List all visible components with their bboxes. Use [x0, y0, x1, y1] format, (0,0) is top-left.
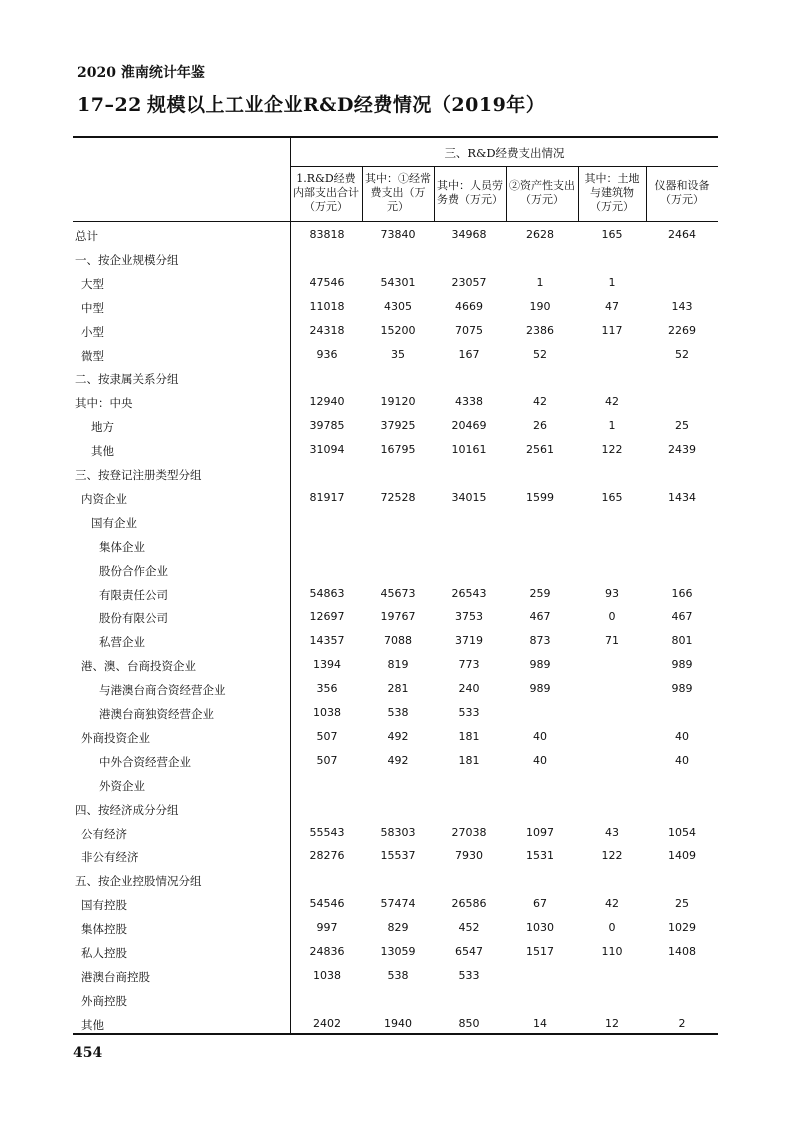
table-row [73, 845, 718, 869]
table-cell: 181 [458, 753, 480, 767]
table-cell: 7930 [455, 849, 483, 863]
page-number: 454 [73, 1045, 103, 1061]
table-row [73, 702, 718, 726]
table-cell: 54546 [309, 897, 345, 911]
table-row [73, 583, 718, 607]
table-cell: 281 [387, 682, 409, 696]
column-divider [434, 167, 435, 222]
table-row [73, 248, 718, 272]
table-cell: 533 [458, 706, 480, 719]
table-cell: 42 [605, 395, 619, 409]
table-cell: 34968 [451, 228, 487, 241]
bottom-rule [73, 1033, 718, 1035]
row-label: 港、澳、台商投资企业 [81, 659, 196, 674]
row-label: 国有企业 [91, 515, 137, 530]
table-row [73, 822, 718, 846]
table-cell: 850 [458, 1016, 480, 1030]
row-label: 外商投资企业 [81, 730, 150, 745]
table-cell: 4338 [455, 395, 483, 409]
table-row [73, 487, 718, 511]
table-cell: 14357 [309, 634, 345, 648]
table-cell: 507 [316, 753, 338, 767]
table-cell: 1 [536, 275, 544, 289]
column-divider [362, 167, 363, 222]
table-cell: 1097 [526, 825, 554, 839]
table-row [73, 559, 718, 583]
table-cell: 24318 [309, 323, 345, 337]
table-cell: 240 [458, 682, 480, 696]
table-row [73, 965, 718, 989]
table-cell: 47546 [309, 275, 345, 289]
table-title [77, 90, 545, 117]
table-cell: 11018 [309, 299, 345, 313]
table-number: 17–22 [77, 94, 142, 116]
table-cell: 73840 [380, 228, 416, 241]
table-cell: 2628 [526, 228, 554, 241]
table-cell: 58303 [380, 825, 416, 839]
table-cell: 4305 [384, 299, 412, 313]
row-label: 公有经济 [81, 826, 127, 841]
table-cell: 40 [533, 729, 547, 743]
table-row [73, 224, 718, 248]
table-cell: 1 [608, 275, 616, 289]
table-cell: 37925 [380, 419, 416, 433]
table-cell: 997 [316, 921, 338, 935]
row-label: 集体控股 [81, 922, 127, 937]
table-title-text: 规模以上工业企业R&D经费情况（2019年） [147, 94, 546, 116]
table-cell: 492 [387, 753, 409, 767]
table-cell: 43 [605, 825, 619, 839]
table-row [73, 511, 718, 535]
table-cell: 12 [605, 1016, 619, 1030]
row-label: 中外合资经营企业 [99, 754, 191, 769]
table-cell: 1599 [526, 490, 554, 504]
row-label: 其中：中央 [75, 396, 133, 411]
table-cell: 25 [675, 419, 689, 433]
table-cell: 19120 [380, 395, 416, 409]
table-cell: 20469 [451, 419, 487, 433]
table-cell: 57474 [380, 897, 416, 911]
table-cell: 1030 [526, 921, 554, 935]
table-row [73, 606, 718, 630]
top-rule [73, 136, 718, 138]
row-label: 与港澳台商合资经营企业 [99, 683, 226, 698]
table-row [73, 463, 718, 487]
table-cell: 507 [316, 729, 338, 743]
table-cell: 7075 [455, 323, 483, 337]
column-header: ②资产性支出（万元） [509, 179, 575, 206]
table-cell: 3753 [455, 610, 483, 624]
table-cell: 165 [601, 490, 623, 504]
table-cell: 71 [605, 634, 619, 648]
row-label: 集体企业 [99, 539, 145, 554]
table-cell: 773 [458, 658, 480, 672]
column-divider [646, 167, 647, 222]
row-label: 四、按经济成分分组 [75, 802, 179, 817]
table-cell: 12940 [309, 395, 345, 409]
table-cell: 40 [675, 753, 689, 767]
row-label: 微型 [81, 348, 104, 363]
table-cell: 2439 [668, 443, 696, 457]
group-header: 三、R&D经费支出情况 [444, 146, 565, 160]
table-cell: 167 [458, 347, 480, 361]
table-cell: 15200 [380, 323, 416, 337]
table-cell: 165 [601, 228, 623, 241]
table-row [73, 774, 718, 798]
table-row [73, 296, 718, 320]
table-cell: 829 [387, 921, 409, 935]
table-cell: 83818 [309, 228, 345, 241]
table-cell: 26586 [451, 897, 487, 911]
table-cell: 6547 [455, 945, 483, 958]
table-cell: 4669 [455, 299, 483, 313]
table-row [73, 367, 718, 391]
table-row [73, 630, 718, 654]
table-cell: 1408 [668, 945, 696, 958]
table-cell: 31094 [309, 443, 345, 457]
table-cell: 81917 [309, 490, 345, 504]
table-cell: 34015 [451, 490, 487, 504]
table-cell: 2561 [526, 443, 554, 457]
table-cell: 467 [671, 610, 693, 624]
group-header-rule [291, 166, 718, 167]
table-cell: 122 [601, 849, 623, 863]
column-divider [578, 167, 579, 222]
table-cell: 819 [387, 658, 409, 672]
table-cell: 55543 [309, 825, 345, 839]
table-row [73, 989, 718, 1013]
table-cell: 40 [675, 729, 689, 743]
table-cell: 42 [533, 395, 547, 409]
table-cell: 52 [533, 347, 547, 361]
table-cell: 143 [671, 299, 693, 313]
table-cell: 40 [533, 753, 547, 767]
column-header: 其中：①经常费支出（万元） [365, 172, 431, 213]
row-label: 国有控股 [81, 898, 127, 913]
table-cell: 42 [605, 897, 619, 911]
column-header: 其中：人员劳务费（万元） [437, 179, 503, 206]
row-label: 一、按企业规模分组 [75, 252, 179, 267]
table-row [73, 344, 718, 368]
table-cell: 45673 [380, 586, 416, 600]
table-cell: 3719 [455, 634, 483, 648]
table-row [73, 320, 718, 344]
table-cell: 1517 [526, 945, 554, 958]
row-label: 二、按隶属关系分组 [75, 372, 179, 387]
table-cell: 24836 [309, 945, 345, 958]
table-cell: 936 [316, 347, 338, 361]
table-cell: 2386 [526, 323, 554, 337]
table-cell: 110 [601, 945, 623, 958]
table-cell: 989 [529, 682, 551, 696]
table-cell: 122 [601, 443, 623, 457]
table-row [73, 654, 718, 678]
table-cell: 23057 [451, 275, 487, 289]
table-cell: 2 [678, 1016, 686, 1030]
table-cell: 26 [533, 419, 547, 433]
table-cell: 0 [608, 921, 616, 935]
row-label: 大型 [81, 276, 104, 291]
table-cell: 1 [608, 419, 616, 433]
table-cell: 117 [601, 323, 623, 337]
table-cell: 259 [529, 586, 551, 600]
row-label: 股份合作企业 [99, 563, 168, 578]
table-cell: 538 [387, 968, 409, 982]
table-cell: 7088 [384, 634, 412, 648]
table-cell: 26543 [451, 586, 487, 600]
table-cell: 1409 [668, 849, 696, 863]
column-header: 1.R&D经费内部支出合计（万元） [293, 172, 359, 213]
yearbook-header: 2020 淮南统计年鉴 [77, 65, 205, 81]
table-cell: 2269 [668, 323, 696, 337]
table-cell: 47 [605, 299, 619, 313]
table-cell: 54301 [380, 275, 416, 289]
column-divider [506, 167, 507, 222]
table-row [73, 272, 718, 296]
table-cell: 39785 [309, 419, 345, 433]
table-cell: 2464 [668, 228, 696, 241]
table-cell: 1029 [668, 921, 696, 935]
table-cell: 1940 [384, 1016, 412, 1030]
row-label: 内资企业 [81, 491, 127, 506]
table-cell: 16795 [380, 443, 416, 457]
table-cell: 10161 [451, 443, 487, 457]
table-row [73, 535, 718, 559]
column-header: 其中：土地与建筑物（万元） [584, 172, 640, 213]
row-label: 外商控股 [81, 993, 127, 1008]
row-label: 三、按登记注册类型分组 [75, 468, 202, 482]
row-label: 其他 [91, 444, 114, 459]
table-row [73, 391, 718, 415]
table-cell: 14 [533, 1016, 547, 1030]
row-label: 股份有限公司 [99, 611, 168, 626]
table-cell: 35 [391, 347, 405, 361]
row-label: 中型 [81, 300, 104, 315]
row-label: 小型 [81, 324, 104, 339]
row-label: 私人控股 [81, 946, 127, 960]
table-cell: 989 [671, 658, 693, 672]
table-cell: 0 [608, 610, 616, 624]
table-cell: 467 [529, 610, 551, 624]
table-row [73, 678, 718, 702]
table-row [73, 439, 718, 463]
table-row [73, 869, 718, 893]
table-cell: 1038 [313, 968, 341, 982]
table-cell: 1054 [668, 825, 696, 839]
table-cell: 13059 [380, 945, 416, 958]
table-cell: 54863 [309, 586, 345, 600]
table-cell: 989 [529, 658, 551, 672]
row-label: 外资企业 [99, 778, 145, 793]
table-row [73, 893, 718, 917]
table-cell: 166 [671, 586, 693, 600]
table-cell: 801 [671, 634, 693, 648]
table-row [73, 750, 718, 774]
table-cell: 1434 [668, 490, 696, 504]
table-cell: 538 [387, 706, 409, 719]
table-row [73, 726, 718, 750]
table-cell: 989 [671, 682, 693, 696]
header-rule [73, 221, 718, 222]
table-cell: 15537 [380, 849, 416, 863]
row-label: 私营企业 [99, 635, 145, 650]
table-cell: 356 [316, 682, 338, 696]
row-label: 港澳台商控股 [81, 969, 150, 984]
table-cell: 27038 [451, 825, 487, 839]
table-cell: 28276 [309, 849, 345, 863]
table-row [73, 917, 718, 941]
table-cell: 1038 [313, 706, 341, 719]
table-cell: 12697 [309, 610, 345, 624]
table-cell: 452 [458, 921, 480, 935]
table-cell: 1531 [526, 849, 554, 863]
table-row [73, 798, 718, 822]
table-cell: 533 [458, 968, 480, 982]
table-cell: 25 [675, 897, 689, 911]
table-cell: 67 [533, 897, 547, 911]
table-cell: 181 [458, 729, 480, 743]
row-label: 五、按企业控股情况分组 [75, 874, 202, 889]
row-label: 港澳台商独资经营企业 [99, 707, 214, 721]
table-cell: 52 [675, 347, 689, 361]
table-cell: 873 [529, 634, 551, 648]
table-cell: 72528 [380, 490, 416, 504]
table-cell: 1394 [313, 658, 341, 672]
column-header: 仪器和设备（万元） [654, 179, 710, 206]
table-row [73, 415, 718, 439]
table-cell: 2402 [313, 1016, 341, 1030]
row-label: 地方 [91, 420, 114, 435]
row-label: 非公有经济 [81, 850, 139, 865]
row-label: 有限责任公司 [99, 587, 168, 602]
table-cell: 492 [387, 729, 409, 743]
row-label: 总计 [75, 229, 98, 243]
table-cell: 93 [605, 586, 619, 600]
table-cell: 190 [529, 299, 551, 313]
table-row [73, 941, 718, 965]
table-cell: 19767 [380, 610, 416, 624]
row-label: 其他 [81, 1017, 104, 1032]
